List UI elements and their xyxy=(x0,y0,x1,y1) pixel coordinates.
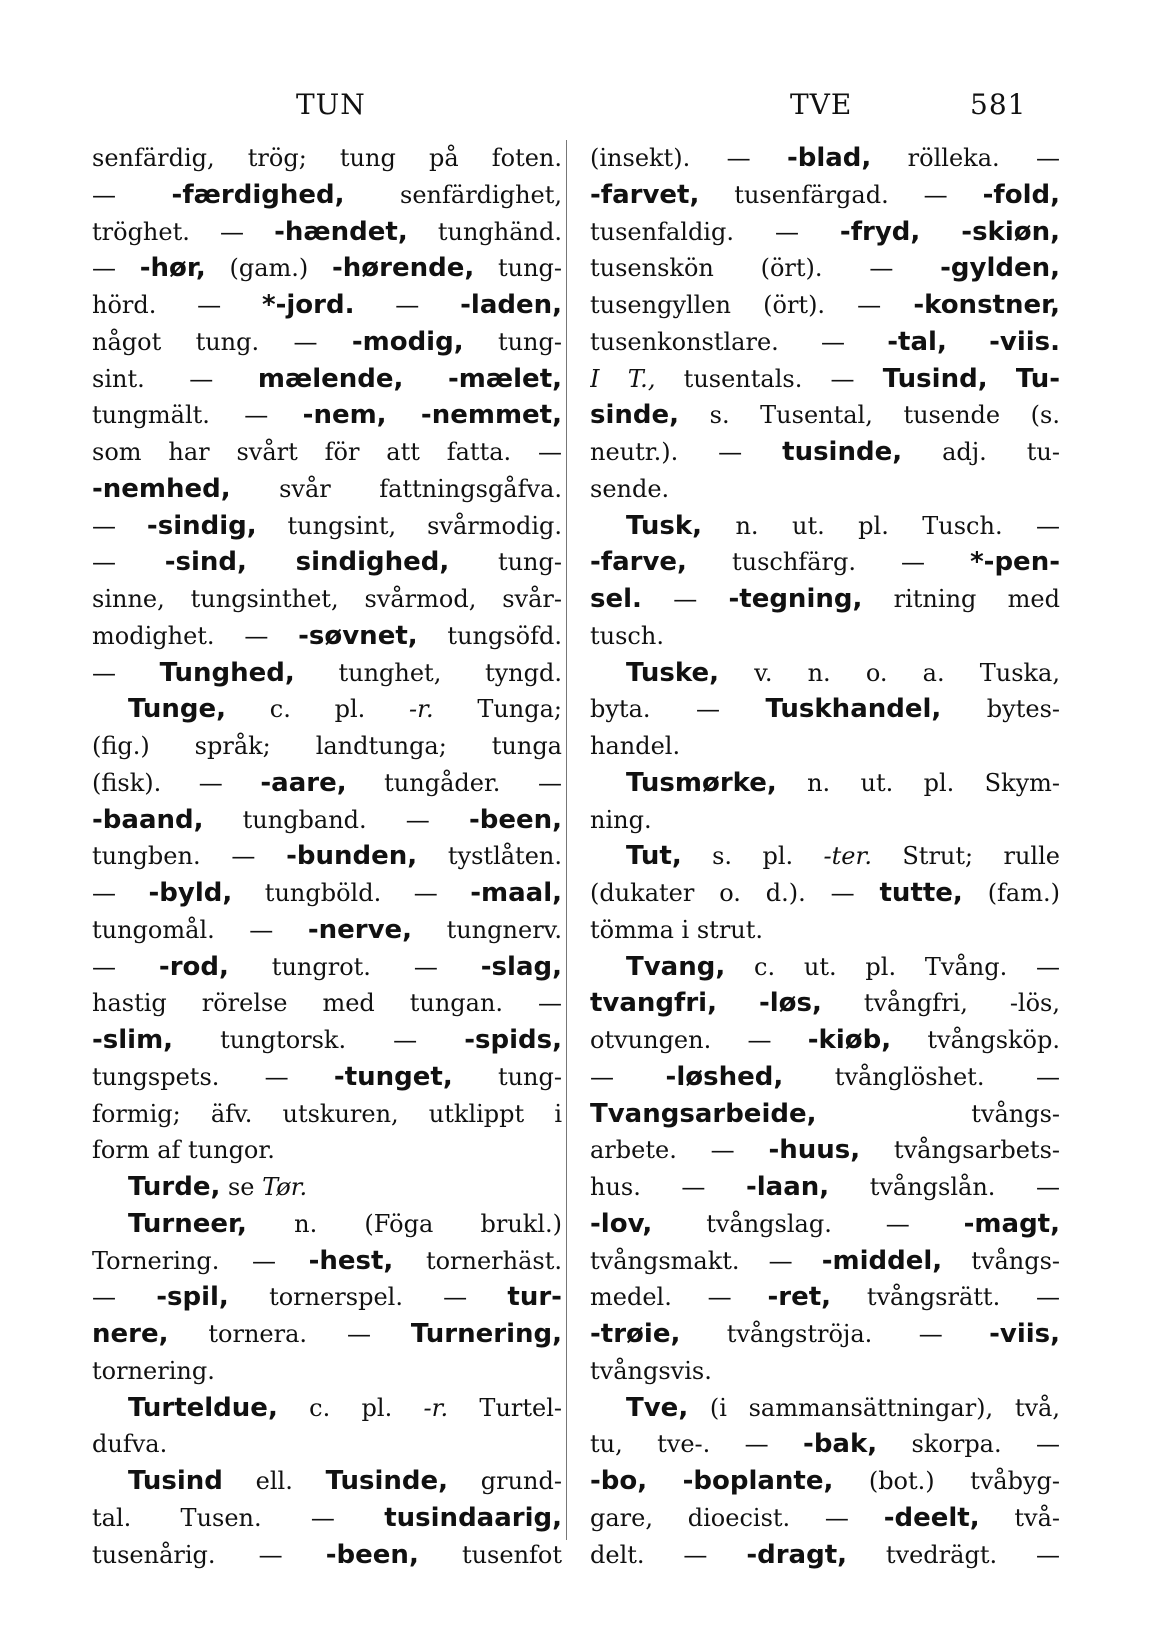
definition-text: tuschfärg. — xyxy=(686,548,971,577)
headword: -mælet, xyxy=(448,363,562,394)
definition-text: c. pl. xyxy=(226,695,409,724)
definition-text: tusch. xyxy=(590,621,664,650)
headword: Tusinde, xyxy=(325,1466,449,1496)
text-line xyxy=(590,508,1060,545)
text-line xyxy=(92,214,562,251)
definition-text: c. ut. pl. Tvång. — xyxy=(725,952,1060,981)
definition-text: tvångfri, -lös, xyxy=(821,989,1060,1018)
text-line xyxy=(92,691,562,728)
text-line xyxy=(590,1096,1060,1133)
text-line xyxy=(590,655,1060,692)
definition-text: tröghet. — xyxy=(92,217,275,246)
definition-text: tusenfaldig. — xyxy=(590,217,840,246)
definition-text: handel. xyxy=(590,732,681,760)
headword: *-jord. xyxy=(262,290,355,320)
text-line xyxy=(92,1169,562,1206)
text-line xyxy=(590,471,1060,508)
text-line xyxy=(590,434,1060,471)
text-line xyxy=(590,397,1060,434)
headword: -tegning, xyxy=(728,584,863,614)
definition-text: s. Tusental, tusende (s. xyxy=(679,401,1060,430)
definition-text: något tung. — xyxy=(92,327,352,356)
headword: sinde, xyxy=(590,400,680,431)
definition-text: (gam.) xyxy=(205,254,332,283)
headword: -laan, xyxy=(745,1172,830,1202)
definition-text: ning. xyxy=(590,805,652,834)
headword: Turneer, xyxy=(128,1208,247,1239)
text-line xyxy=(92,802,562,839)
headword: -kiøb, xyxy=(807,1025,892,1055)
headword: -deelt, xyxy=(883,1502,980,1533)
italic-text: -r. xyxy=(409,695,434,724)
definition-text: se xyxy=(220,1173,263,1201)
definition-text: tusentals. — xyxy=(655,364,883,393)
headword: nere, xyxy=(92,1319,169,1349)
headword: -viis, xyxy=(989,1319,1060,1349)
definition-text: form af tungor. xyxy=(92,1136,275,1165)
headword: -lov, xyxy=(590,1208,653,1239)
text-line xyxy=(92,1279,562,1316)
text-line xyxy=(92,912,562,949)
text-line xyxy=(590,361,1060,398)
definition-text xyxy=(920,218,961,246)
text-line xyxy=(590,1059,1060,1096)
headword: Turnering, xyxy=(410,1319,562,1349)
definition-text: tornerhäst. xyxy=(393,1246,562,1275)
text-line xyxy=(92,434,562,471)
definition-text: hörd. — xyxy=(92,291,262,319)
headword: -dragt, xyxy=(746,1539,847,1570)
text-line xyxy=(92,1426,562,1463)
text-line xyxy=(590,1243,1060,1280)
definition-text: adj. tu- xyxy=(902,438,1060,466)
definition-text: tvångslag. — xyxy=(652,1209,964,1238)
headword: -spids, xyxy=(464,1025,562,1055)
definition-text: senfärdighet, xyxy=(344,180,562,209)
definition-text: c. pl. xyxy=(277,1393,424,1422)
definition-text: — xyxy=(92,254,140,283)
text-line xyxy=(92,875,562,912)
text-line xyxy=(590,1169,1060,1206)
definition-text: tunghet, tyngd. xyxy=(294,658,562,687)
definition-text: grund- xyxy=(448,1467,562,1495)
headword: -sindig, xyxy=(146,510,257,541)
definition-text: — xyxy=(92,180,172,209)
text-line xyxy=(92,949,562,986)
running-head-right: TVE xyxy=(790,88,853,121)
headword: Tusind, xyxy=(882,363,988,394)
definition-text: (i sammansättningar), två, xyxy=(688,1393,1060,1422)
text-line xyxy=(590,912,1060,949)
headword: -magt, xyxy=(963,1208,1060,1239)
text-line xyxy=(92,765,562,802)
headword: tutte, xyxy=(879,878,963,908)
text-line xyxy=(590,691,1060,728)
headword: -nemhed, xyxy=(92,473,231,504)
definition-text xyxy=(988,365,1016,393)
headword: -konstner, xyxy=(913,290,1060,320)
definition-text: två- xyxy=(979,1503,1060,1532)
headword: -trøie, xyxy=(590,1319,681,1349)
definition-text: tungtorsk. — xyxy=(173,1026,465,1054)
headword: tur- xyxy=(507,1282,562,1313)
definition-text: tvångs- xyxy=(816,1099,1060,1128)
text-line xyxy=(590,544,1060,581)
text-line xyxy=(590,765,1060,802)
definition-text: v. n. o. a. Tuska, xyxy=(718,658,1060,687)
text-line xyxy=(590,1426,1060,1463)
headword: -slim, xyxy=(92,1025,174,1055)
text-line xyxy=(590,875,1060,912)
definition-text: byta. — xyxy=(590,695,766,724)
definition-text: (fisk). — xyxy=(92,768,261,797)
text-line xyxy=(92,1390,562,1427)
text-line xyxy=(92,655,562,692)
text-line xyxy=(590,618,1060,655)
right-column xyxy=(590,140,1060,1573)
definition-text: tung- xyxy=(474,254,562,283)
text-line xyxy=(92,728,562,765)
definition-text: tusenkonstlare. — xyxy=(590,327,888,356)
text-line xyxy=(92,1096,562,1133)
headword: -laden, xyxy=(460,290,562,320)
text-line xyxy=(590,1390,1060,1427)
text-line xyxy=(92,1022,562,1059)
definition-text: ritning med xyxy=(862,585,1060,613)
definition-text: sint. — xyxy=(92,364,258,393)
headword: Tut, xyxy=(626,841,682,872)
headword: -slag, xyxy=(480,951,562,982)
definition-text: — xyxy=(92,658,160,687)
text-line xyxy=(92,324,562,361)
definition-text: tornera. — xyxy=(168,1320,411,1348)
definition-text: Tunga; xyxy=(433,695,562,724)
text-line xyxy=(590,1316,1060,1353)
left-column xyxy=(92,140,562,1573)
text-line xyxy=(590,287,1060,324)
text-line xyxy=(590,1537,1060,1574)
headword: -tunget, xyxy=(333,1061,453,1092)
definition-text: (dukater o. d.). — xyxy=(590,879,880,907)
definition-text: (bot.) tvåbyg- xyxy=(833,1467,1060,1495)
text-line xyxy=(92,985,562,1022)
text-line xyxy=(92,1132,562,1169)
headword: -huus, xyxy=(768,1135,861,1166)
definition-text: tvedrägt. — xyxy=(847,1540,1060,1569)
headword: Tusk, xyxy=(626,510,703,541)
headword: tusindaarig, xyxy=(384,1502,562,1533)
headword: Tunghed, xyxy=(159,657,295,688)
headword: -bunden, xyxy=(286,841,418,872)
headword: -been, xyxy=(325,1539,419,1570)
text-line xyxy=(590,1206,1060,1243)
headword: -modig, xyxy=(351,326,464,357)
definition-text: ell. xyxy=(222,1467,326,1495)
definition-text: tungben. — xyxy=(92,842,287,871)
definition-text: tusenskön (ört). — xyxy=(590,254,941,283)
running-head-left: TUN xyxy=(296,88,366,121)
text-line xyxy=(590,250,1060,287)
headword: -løshed, xyxy=(665,1061,784,1092)
definition-text: tu, tve-. — xyxy=(590,1430,804,1459)
headword: -fryd, xyxy=(839,216,921,247)
definition-text: tal. Tusen. — xyxy=(92,1503,385,1532)
text-line xyxy=(590,802,1060,839)
definition-text: tungsint, svårmodig. xyxy=(256,511,562,540)
text-line xyxy=(92,1353,562,1390)
definition-text: arbete. — xyxy=(590,1136,769,1165)
text-line xyxy=(92,508,562,545)
text-line xyxy=(92,287,562,324)
definition-text: svår fattningsgåfva. xyxy=(230,474,562,503)
text-line xyxy=(590,1279,1060,1316)
text-line xyxy=(590,1500,1060,1537)
text-line xyxy=(92,1243,562,1280)
definition-text: formig; äfv. utskuren, utklippt i xyxy=(92,1099,562,1128)
definition-text xyxy=(403,365,448,393)
text-line xyxy=(92,1316,562,1353)
headword: -rod, xyxy=(158,951,229,982)
headword: -løs, xyxy=(758,988,822,1019)
definition-text: delt. — xyxy=(590,1540,747,1569)
definition-text: tung- xyxy=(449,548,562,577)
headword: Tusind xyxy=(128,1466,223,1496)
headword: -boplante, xyxy=(682,1466,834,1496)
definition-text: tungband. — xyxy=(203,805,469,834)
headword: tvangfri, xyxy=(590,988,717,1019)
definition-text: (fam.) xyxy=(962,879,1060,907)
headword: Turde, xyxy=(128,1172,221,1202)
definition-text: n. ut. pl. Tusch. — xyxy=(702,511,1060,540)
headword: -skiøn, xyxy=(961,216,1060,247)
definition-text: tusenårig. — xyxy=(92,1540,326,1569)
headword: -aare, xyxy=(260,767,347,798)
definition-text: hus. — xyxy=(590,1173,746,1201)
italic-text: I T., xyxy=(590,364,656,393)
text-line xyxy=(92,1537,562,1574)
definition-text: tvångslån. — xyxy=(829,1173,1060,1201)
definition-text: otvungen. — xyxy=(590,1026,808,1054)
definition-text: medel. — xyxy=(590,1283,768,1312)
definition-text: tusenfot xyxy=(418,1540,562,1569)
headword: Tuske, xyxy=(626,657,719,688)
definition-text: neutr.). — xyxy=(590,438,783,466)
text-line xyxy=(92,838,562,875)
definition-text: tornering. xyxy=(92,1356,215,1385)
definition-text: — xyxy=(92,548,165,577)
headword: -ret, xyxy=(767,1282,832,1313)
definition-text: — xyxy=(641,585,729,613)
definition-text: tungmält. — xyxy=(92,401,303,430)
headword: -hørende, xyxy=(331,253,475,284)
definition-text: tystlåten. xyxy=(417,842,562,871)
definition-text: tungspets. — xyxy=(92,1062,334,1091)
headword: Tunge, xyxy=(128,694,227,725)
text-line xyxy=(92,1059,562,1096)
headword: Tvangsarbeide, xyxy=(590,1098,817,1129)
text-line xyxy=(590,1132,1060,1169)
headword: -farve, xyxy=(590,547,687,578)
definition-text xyxy=(947,328,989,356)
headword: -nerve, xyxy=(307,914,413,945)
definition-text: tvångsmakt. — xyxy=(590,1246,822,1275)
text-line xyxy=(590,177,1060,214)
headword: sindighed, xyxy=(295,547,450,578)
headword: -maal, xyxy=(470,878,562,908)
headword: -sind, xyxy=(164,547,247,578)
definition-text: tungomål. — xyxy=(92,915,308,944)
headword: Tvang, xyxy=(626,951,726,982)
headword: -hest, xyxy=(308,1245,394,1276)
text-line xyxy=(92,177,562,214)
definition-text xyxy=(247,548,296,576)
headword: -gylden, xyxy=(940,253,1060,284)
text-line xyxy=(590,728,1060,765)
text-line xyxy=(590,1353,1060,1390)
headword: -bak, xyxy=(803,1429,878,1460)
definition-text: bytes- xyxy=(941,695,1060,724)
definition-text: modighet. — xyxy=(92,621,299,650)
text-line xyxy=(590,324,1060,361)
definition-text: — xyxy=(354,291,461,319)
definition-text: — xyxy=(92,1283,157,1312)
headword: -baand, xyxy=(92,804,204,835)
definition-text: tungåder. — xyxy=(346,768,562,797)
headword: -færdighed, xyxy=(171,179,345,210)
headword: Tuskhandel, xyxy=(765,694,942,725)
headword: -middel, xyxy=(821,1245,943,1276)
definition-text: Turtel- xyxy=(448,1393,562,1422)
definition-text: tung- xyxy=(452,1062,562,1091)
definition-text: som har svårt för att fatta. — xyxy=(92,438,562,466)
definition-text: n. ut. pl. Skym- xyxy=(776,768,1060,797)
column-divider xyxy=(566,140,567,1540)
text-line xyxy=(590,838,1060,875)
text-line xyxy=(590,1022,1060,1059)
headword: -spil, xyxy=(156,1282,229,1313)
definition-text: (insekt). — xyxy=(590,144,787,172)
headword: -fold, xyxy=(982,179,1060,210)
headword: -bo, xyxy=(590,1466,648,1496)
definition-text: tungsöfd. xyxy=(417,621,562,650)
text-line xyxy=(92,361,562,398)
headword: Tve, xyxy=(626,1392,689,1423)
headword: Tusmørke, xyxy=(626,767,777,798)
page-number: 581 xyxy=(970,88,1027,121)
headword: -byld, xyxy=(148,878,233,908)
headword: sel. xyxy=(590,584,642,614)
definition-text: — xyxy=(92,879,149,907)
definition-text: — xyxy=(92,952,159,981)
headword: -farvet, xyxy=(590,179,700,210)
text-line xyxy=(92,1500,562,1537)
definition-text: tvånglöshet. — xyxy=(783,1062,1060,1091)
definition-text: gare, dioecist. — xyxy=(590,1503,884,1532)
definition-text: — xyxy=(590,1062,666,1091)
text-line xyxy=(92,250,562,287)
text-line xyxy=(92,618,562,655)
text-line xyxy=(590,140,1060,177)
definition-text: tvångströja. — xyxy=(680,1320,990,1348)
headword: *-pen- xyxy=(970,547,1060,578)
headword: -tal, xyxy=(887,326,947,357)
definition-text: tvångsköp. xyxy=(891,1026,1060,1054)
definition-text: senfärdig, trög; tung på foten. xyxy=(92,144,562,172)
definition-text xyxy=(387,401,421,429)
definition-text: rölleka. — xyxy=(871,144,1060,172)
definition-text: n. (Föga brukl.) xyxy=(246,1209,562,1238)
text-line xyxy=(590,949,1060,986)
definition-text: tungrot. — xyxy=(228,952,481,981)
headword: -blad, xyxy=(786,143,872,173)
text-line xyxy=(590,581,1060,618)
definition-text: Strut; rulle xyxy=(871,842,1060,871)
definition-text: tungböld. — xyxy=(232,879,471,907)
definition-text: tvångsarbets- xyxy=(860,1136,1060,1165)
definition-text: s. pl. xyxy=(681,842,824,871)
text-line xyxy=(590,985,1060,1022)
text-line xyxy=(92,1206,562,1243)
text-line xyxy=(590,214,1060,251)
definition-text: tornerspel. — xyxy=(228,1283,508,1312)
italic-text: -r. xyxy=(423,1393,449,1422)
definition-text: tunghänd. xyxy=(407,217,562,246)
definition-text: tung- xyxy=(463,327,562,356)
headword: Tu- xyxy=(1015,363,1060,394)
definition-text: tungnerv. xyxy=(412,915,562,944)
headword: -søvnet, xyxy=(298,620,418,651)
headword: tusinde, xyxy=(782,437,903,467)
text-line xyxy=(92,397,562,434)
text-line xyxy=(92,581,562,618)
headword: -hændet, xyxy=(274,216,408,247)
definition-text: tvångs- xyxy=(942,1246,1060,1275)
headword: -nemmet, xyxy=(420,400,562,431)
headword: -viis. xyxy=(989,326,1060,357)
definition-text: tusengyllen (ört). — xyxy=(590,291,914,319)
text-line xyxy=(92,471,562,508)
headword: -hør, xyxy=(139,253,206,284)
italic-text: -ter. xyxy=(823,842,872,871)
text-line xyxy=(92,1463,562,1500)
definition-text: skorpa. — xyxy=(877,1430,1060,1459)
definition-text: tvångsrätt. — xyxy=(831,1283,1060,1312)
definition-text xyxy=(647,1467,682,1495)
definition-text xyxy=(717,989,759,1017)
definition-text: sende. xyxy=(590,474,670,503)
definition-text: Tornering. — xyxy=(92,1246,309,1275)
headword: -nem, xyxy=(302,400,387,431)
text-line xyxy=(590,1463,1060,1500)
text-line xyxy=(92,140,562,177)
definition-text: tömma i strut. xyxy=(590,915,764,944)
definition-text: dufva. xyxy=(92,1430,168,1459)
definition-text: (fig.) språk; landtunga; tunga xyxy=(92,732,562,760)
text-line xyxy=(92,544,562,581)
definition-text: tusenfärgad. — xyxy=(699,180,983,209)
definition-text: — xyxy=(92,511,147,540)
definition-text: tvångsvis. xyxy=(590,1356,712,1385)
headword: mælende, xyxy=(257,363,404,394)
italic-text: Tør. xyxy=(262,1173,308,1201)
definition-text: sinne, tungsinthet, svårmod, svår- xyxy=(92,585,562,613)
headword: -been, xyxy=(468,804,562,835)
definition-text: hastig rörelse med tungan. — xyxy=(92,989,562,1018)
headword: Turteldue, xyxy=(128,1392,278,1423)
